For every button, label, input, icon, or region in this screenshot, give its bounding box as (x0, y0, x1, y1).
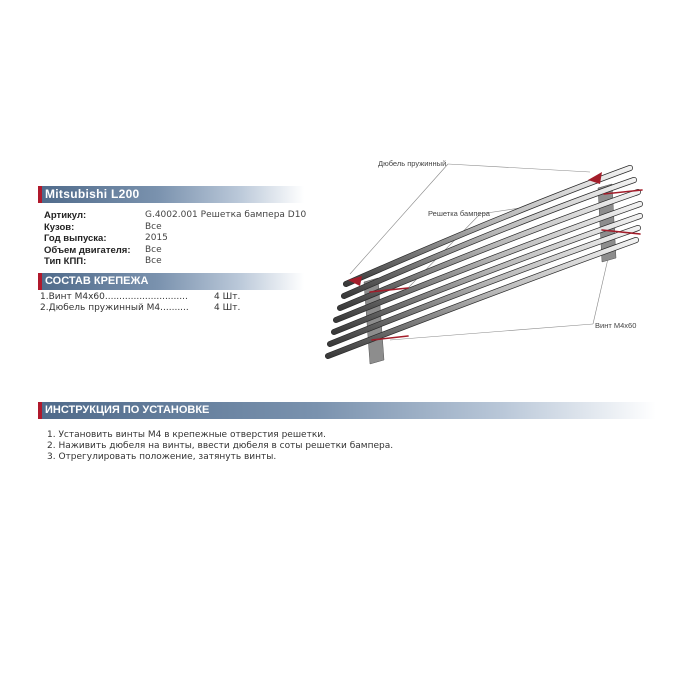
spec-value: 2015 (145, 233, 168, 243)
vehicle-title-header (38, 186, 304, 203)
label-dowel: Дюбель пружинный (378, 159, 447, 168)
spec-row (44, 222, 306, 234)
label-grille: Решетка бампера (428, 209, 490, 218)
spec-label: Объем двигателя: (44, 244, 131, 256)
fasteners-header (38, 273, 304, 290)
spec-row (44, 210, 306, 222)
fastener-qty: 4 Шт. (214, 292, 241, 302)
grille-diagram (300, 150, 660, 390)
spec-row (44, 233, 306, 245)
spec-label: Год выпуска: (44, 233, 107, 244)
instruction-step: 3. Отрегулировать положение, затянуть винты. (47, 452, 277, 462)
spec-row (44, 256, 306, 268)
fastener-name: 2.Дюбель пружинный М4.......... (40, 303, 189, 313)
spec-value: G.4002.001 Решетка бампера D10 (145, 210, 307, 220)
instructions-header (38, 402, 656, 419)
fastener-item (40, 292, 240, 303)
vehicle-title: Mitsubishi L200 (45, 187, 140, 201)
grille-bars (328, 168, 640, 356)
instruction-step: 2. Наживить дюбеля на винты, ввести дюбеля в соты решетки бампера. (47, 441, 394, 451)
fastener-item (40, 303, 240, 314)
fastener-list (40, 292, 240, 314)
spec-value: Все (145, 221, 162, 232)
spec-value: Все (145, 256, 162, 266)
fasteners-title: СОСТАВ КРЕПЕЖА (45, 275, 149, 287)
instruction-step: 1. Установить винты М4 в крепежные отверстия решетки. (47, 430, 326, 440)
spec-list (44, 210, 306, 268)
spec-row (44, 245, 306, 257)
label-screw: Винт М4х60 (595, 321, 637, 330)
instruction-list (47, 430, 393, 463)
spec-label: Кузов: (44, 221, 75, 233)
instructions-title: ИНСТРУКЦИЯ ПО УСТАНОВКЕ (45, 404, 210, 416)
spec-label: Артикул: (44, 210, 87, 221)
spec-label: Тип КПП: (44, 256, 87, 267)
fastener-name: 1.Винт М4х60............................. (40, 292, 188, 302)
fastener-qty: 4 Шт. (214, 303, 241, 313)
spec-value: Все (145, 244, 162, 255)
